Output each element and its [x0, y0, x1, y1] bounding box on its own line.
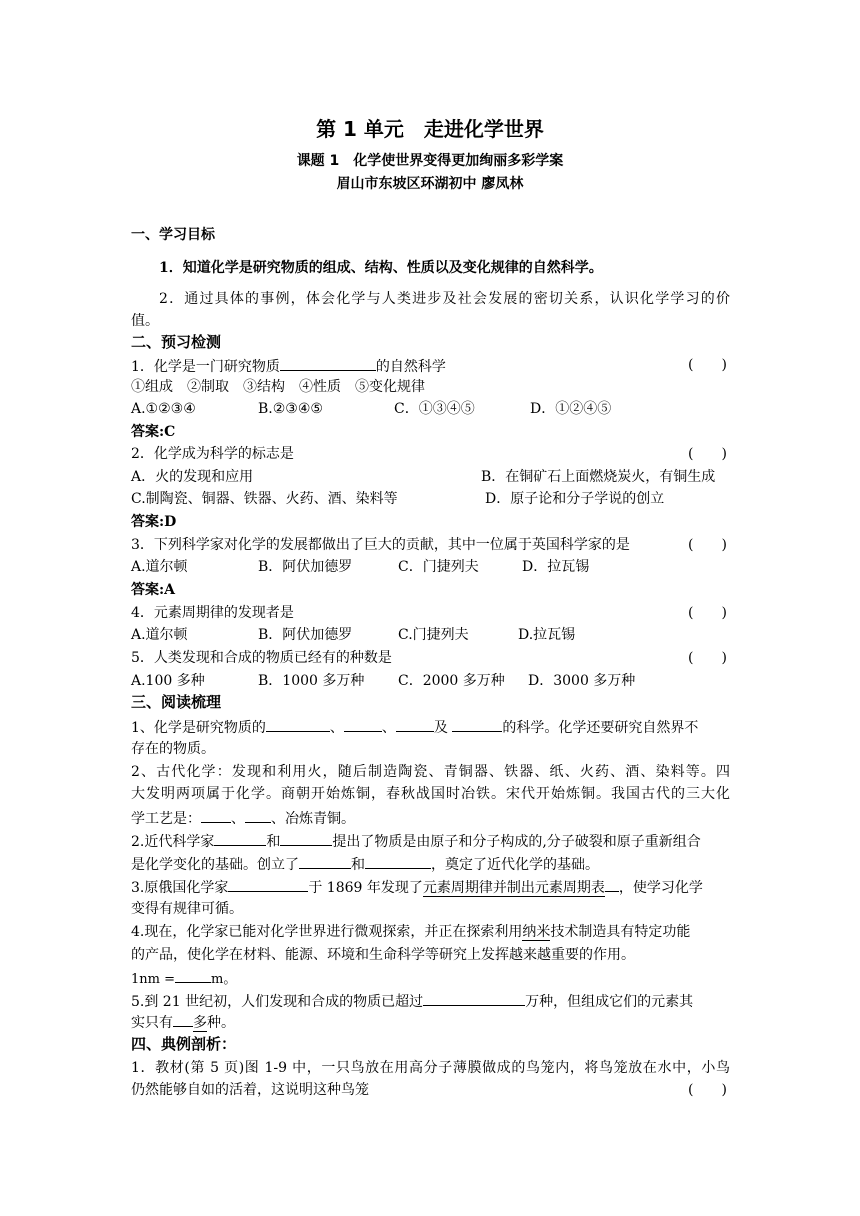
q1-option-b[interactable]: B.②③④⑤ [258, 401, 323, 417]
nano-underline: 纳米 [522, 924, 551, 940]
periodic-law-underline: 元素周期律并制出元素周期表 [422, 880, 605, 896]
reading-p5-line-2: 的产品，使化学在材料、能源、环境和生命科学等研究上发挥越来越重要的作用。 [131, 947, 635, 963]
goal-2-line-1: 2．通过具体的事例，体会化学与人类进步及社会发展的密切关系，认识化学学习的价 [159, 291, 730, 307]
q3-option-b[interactable]: B．阿伏加德罗 [258, 559, 353, 575]
blank-theory-2[interactable] [365, 853, 431, 869]
blank-property[interactable] [396, 716, 434, 732]
reading-p1-line-1: 1、化学是研究物质的 、 、 及 的科学。化学还要研究自然界不 [131, 716, 698, 738]
q3-option-a[interactable]: A.道尔顿 [131, 559, 188, 575]
reading-p6-line-1: 5.到 21 世纪初，人们发现和合成的物质已超过 万种，但组成它们的元素其 [131, 990, 693, 1012]
q1-blank[interactable] [280, 355, 376, 371]
q3-option-c[interactable]: C．门捷列夫 [398, 559, 479, 575]
reading-p3-line-1: 2.近代科学家 和 提出了物质是由原子和分子构成的,分子破裂和原子重新组合 [131, 830, 701, 852]
q5-option-d[interactable]: D．3000 多万种 [528, 673, 636, 689]
author-line: 眉山市东坡区环湖初中 廖凤林 [336, 176, 524, 192]
q3-option-d[interactable]: D．拉瓦锡 [522, 559, 590, 575]
q2-stem: 2．化学成为科学的标志是 [131, 446, 294, 462]
q4-options [131, 625, 575, 645]
q2-option-c[interactable]: C.制陶瓷、铜器、铁器、火药、酒、染料等 [131, 491, 398, 507]
q1-options [131, 399, 611, 419]
blank-nm-value[interactable] [175, 967, 211, 983]
blank-theory-1[interactable] [299, 853, 351, 869]
blank-structure[interactable] [344, 716, 382, 732]
reading-p1-line-2: 存在的物质。 [131, 741, 215, 757]
blank-scientist-2[interactable] [280, 830, 332, 846]
q5-option-c[interactable]: C．2000 多万种 [398, 673, 505, 689]
q1-stem: 1．化学是一门研究物质 的自然科学 [131, 355, 446, 377]
q4-option-c[interactable]: C.门捷列夫 [398, 627, 469, 643]
goal-1-text: 1．知道化学是研究物质的组成、结构、性质以及变化规律的自然科学。 [159, 260, 603, 276]
reading-p2-line-3: 学工艺是： 、 、冶炼青铜。 [131, 807, 355, 829]
section-heading-goals: 一、学习目标 [131, 227, 215, 243]
example-q1-line-2: 仍然能够自如的活着，这说明这种鸟笼 [131, 1082, 369, 1098]
reading-p6-line-2: 实只有 多种。 [131, 1015, 235, 1031]
many-underline: 多 [193, 1015, 207, 1031]
goal-2-line-2: 值。 [131, 313, 159, 329]
q5-answer-paren[interactable]: ( ) [688, 650, 727, 666]
blank-scientist-1[interactable] [214, 830, 266, 846]
reading-p5-line-1: 4.现在，化学家已能对化学世界进行微观探索，并正在探索利用纳米技术制造具有特定功能 [131, 924, 691, 940]
reading-p2-line-2: 大发明两项属于化学。商朝开始炼铜，春秋战国时冶铁。宋代开始炼铜。我国古代的三大化 [131, 786, 730, 802]
q5-options [131, 671, 635, 691]
q2-option-d[interactable]: D．原子论和分子学说的创立 [485, 491, 665, 507]
example-q1-answer-paren[interactable]: ( ) [688, 1082, 727, 1098]
q1-items: ①组成 ②制取 ③结构 ④性质 ⑤变化规律 [131, 379, 425, 395]
reading-p5-line-3: 1nm = m。 [131, 967, 236, 990]
example-q1-line-1: 1．教材(第 5 页)图 1-9 中，一只鸟放在用高分子薄膜做成的鸟笼内，将鸟笼放在水中，小鸟 [131, 1060, 730, 1076]
unit-title: 第 1 单元 走进化学世界 [316, 117, 544, 141]
q5-option-a[interactable]: A.100 多种 [131, 673, 205, 689]
q4-answer-paren[interactable]: ( ) [688, 605, 727, 621]
q3-stem: 3．下列科学家对化学的发展都做出了巨大的贡献，其中一位属于英国科学家的是 [131, 537, 630, 553]
q2-answer: 答案:D [131, 514, 177, 530]
reading-p4-line-2: 变得有规律可循。 [131, 901, 243, 917]
q5-stem: 5．人类发现和合成的物质已经有的种数是 [131, 650, 392, 666]
q1-answer-paren[interactable]: ( ) [688, 357, 727, 373]
q2-option-a[interactable]: A．火的发现和应用 [131, 469, 254, 485]
q4-option-a[interactable]: A.道尔顿 [131, 627, 188, 643]
blank-russian-chemist[interactable] [228, 876, 308, 892]
reading-p2-line-1: 2、古代化学：发现和利用火，随后制造陶瓷、青铜器、铁器、纸、火药、酒、染料等。四 [131, 764, 730, 780]
q1-option-d[interactable]: D．①②④⑤ [530, 401, 612, 417]
q3-options [131, 557, 589, 577]
section-heading-preview: 二、预习检测 [131, 333, 222, 351]
q4-option-d[interactable]: D.拉瓦锡 [518, 627, 576, 643]
q1-answer: 答案:C [131, 424, 176, 440]
reading-p4-line-1: 3.原俄国化学家 于 1869 年发现了元素周期律并制出元素周期表 ，使学习化学 [131, 876, 703, 898]
lesson-title: 课题 1 化学使世界变得更加绚丽多彩学案 [296, 153, 564, 169]
blank-composition[interactable] [266, 716, 330, 732]
q3-answer: 答案:A [131, 582, 176, 598]
q1-option-c[interactable]: C．①③④⑤ [394, 401, 475, 417]
blank-substance-count[interactable] [423, 990, 525, 1006]
q3-answer-paren[interactable]: ( ) [688, 537, 727, 553]
q4-option-b[interactable]: B．阿伏加德罗 [258, 627, 353, 643]
q2-answer-paren[interactable]: ( ) [688, 446, 727, 462]
q1-option-a[interactable]: A.①②③④ [131, 401, 196, 417]
blank-change-law[interactable] [452, 716, 502, 732]
q4-stem: 4．元素周期律的发现者是 [131, 605, 294, 621]
section-heading-examples: 四、典例剖析： [131, 1035, 237, 1053]
reading-p3-line-2: 是化学变化的基础。创立了 和 ，奠定了近代化学的基础。 [131, 853, 599, 875]
goal-1 [159, 258, 603, 278]
blank-craft-2[interactable] [245, 807, 271, 823]
q2-option-b[interactable]: B．在铜矿石上面燃烧炭火，有铜生成 [481, 469, 716, 485]
q5-option-b[interactable]: B．1000 多万种 [258, 673, 365, 689]
blank-craft-1[interactable] [201, 807, 231, 823]
section-heading-reading: 三、阅读梳理 [131, 693, 222, 711]
